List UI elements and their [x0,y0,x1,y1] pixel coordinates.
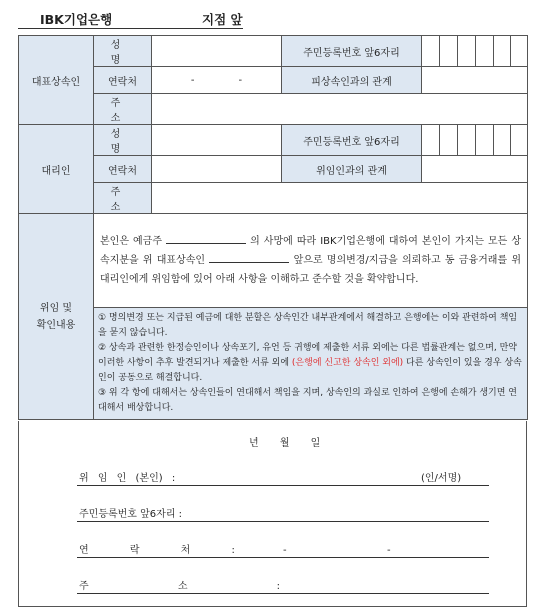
agent-address-field[interactable] [152,183,528,214]
phone-dash: - [238,74,243,86]
address-sign-label: 주 소 : [79,581,281,592]
delegation-statement: 본인은 예금주 의 사망에 따라 IBK기업은행에 대하여 본인이 가지는 모든 상속지분을 위 대표상속인 앞으로 명의변경/지급을 의뢰하고 동 금융거래를 위 대리인에게 위임함에 있어 아래 사항을 이해하고 준수할 것을 확약합니다. [94,214,528,308]
agent-rrn-digit[interactable] [422,125,440,156]
inheritance-form-table [18,35,528,420]
agent-section-label: 대리인 [19,125,94,214]
branch-label: 지점 앞 [202,12,243,27]
rep-heir-rrn-digit[interactable] [511,36,528,67]
agent-rrn-digit[interactable] [476,125,494,156]
note-3: ③ 위 각 항에 대해서는 상속인들이 연대해서 책임을 지며, 상속인의 과실로 인하여 은행에 손해가 생기면 연대해서 배상합니다. [98,388,517,413]
delegation-notes [94,308,528,420]
rep-heir-rrn-digit[interactable] [458,36,476,67]
rep-heir-address-label: 주 소 [94,94,152,125]
rep-heir-rrn-digit[interactable] [476,36,494,67]
agent-rrn-label: 주민등록번호 앞6자리 [282,125,422,156]
delegation-label-line2: 확인내용 [36,319,76,331]
rep-heir-rrn-digit[interactable] [440,36,458,67]
rep-heir-section-label: 대표상속인 [19,36,94,125]
seal-label: (인/서명) [421,473,462,484]
rep-heir-address-field[interactable] [152,94,528,125]
contact-dash: - [283,545,287,556]
agent-name-label: 성 명 [94,125,152,156]
rep-heir-name-label: 성 명 [94,36,152,67]
agent-contact-field[interactable] [152,156,282,183]
note-2-warning: (은행에 신고한 상속인 외에) [291,358,404,368]
contact-dash: - [387,545,391,556]
note-1: ① 명의변경 또는 지급된 예금에 대한 분할은 상속인간 내부관계에서 해결하고 은행에는 이와 관련하여 책임을 묻지 않습니다. [98,313,518,338]
rep-heir-relation-field[interactable] [422,67,528,94]
date-line: 년 월 일 [249,438,321,449]
agent-rrn-digit[interactable] [440,125,458,156]
rep-heir-name-field[interactable] [152,36,282,67]
agent-rrn-digit[interactable] [458,125,476,156]
note-2: ② 상속과 관련한 한정승인이나 상속포기, 유언 등 귀행에 제출한 서류 외에는 다른 법률관계는 없으며, 만약 이러한 사항이 추후 발견되거나 제출한 서류 외에 (은행에 신고한 상속인 외에) 다른 상속인이 있을 경우 상속인이 공동으로 해결합니다. [98,343,522,383]
delegation-section-label [19,214,94,420]
rep-heir-contact-label: 연락처 [94,67,152,94]
rep-heir-name-blank[interactable] [209,253,289,263]
delegator-line[interactable] [77,471,489,486]
address-line[interactable] [77,579,489,594]
rep-heir-rrn-digit[interactable] [494,36,511,67]
rep-heir-contact-field[interactable] [152,67,282,94]
agent-name-field[interactable] [152,125,282,156]
delegator-label: 위 임 인 (본인) : [79,473,176,484]
agent-rrn-digit[interactable] [494,125,511,156]
phone-dash: - [190,74,195,86]
agent-contact-label: 연락처 [94,156,152,183]
delegation-label-line1: 위임 및 [39,302,73,314]
rrn-line[interactable] [77,507,489,522]
bank-name: IBK기업은행 [40,12,113,27]
rep-heir-rrn-label: 주민등록번호 앞6자리 [282,36,422,67]
rep-heir-relation-label: 피상속인과의 관계 [282,67,422,94]
contact-sign-label: 연 락 처 : [79,545,235,556]
deceased-name-blank[interactable] [166,234,246,244]
agent-relation-field[interactable] [422,156,528,183]
agent-address-label: 주 소 [94,183,152,214]
header-underline [18,28,243,29]
rrn-sign-label: 주민등록번호 앞6자리 : [79,509,183,520]
rep-heir-rrn-digit[interactable] [422,36,440,67]
contact-line[interactable] [77,543,489,558]
agent-rrn-digit[interactable] [511,125,528,156]
signature-section [18,421,527,607]
agent-relation-label: 위임인과의 관계 [282,156,422,183]
